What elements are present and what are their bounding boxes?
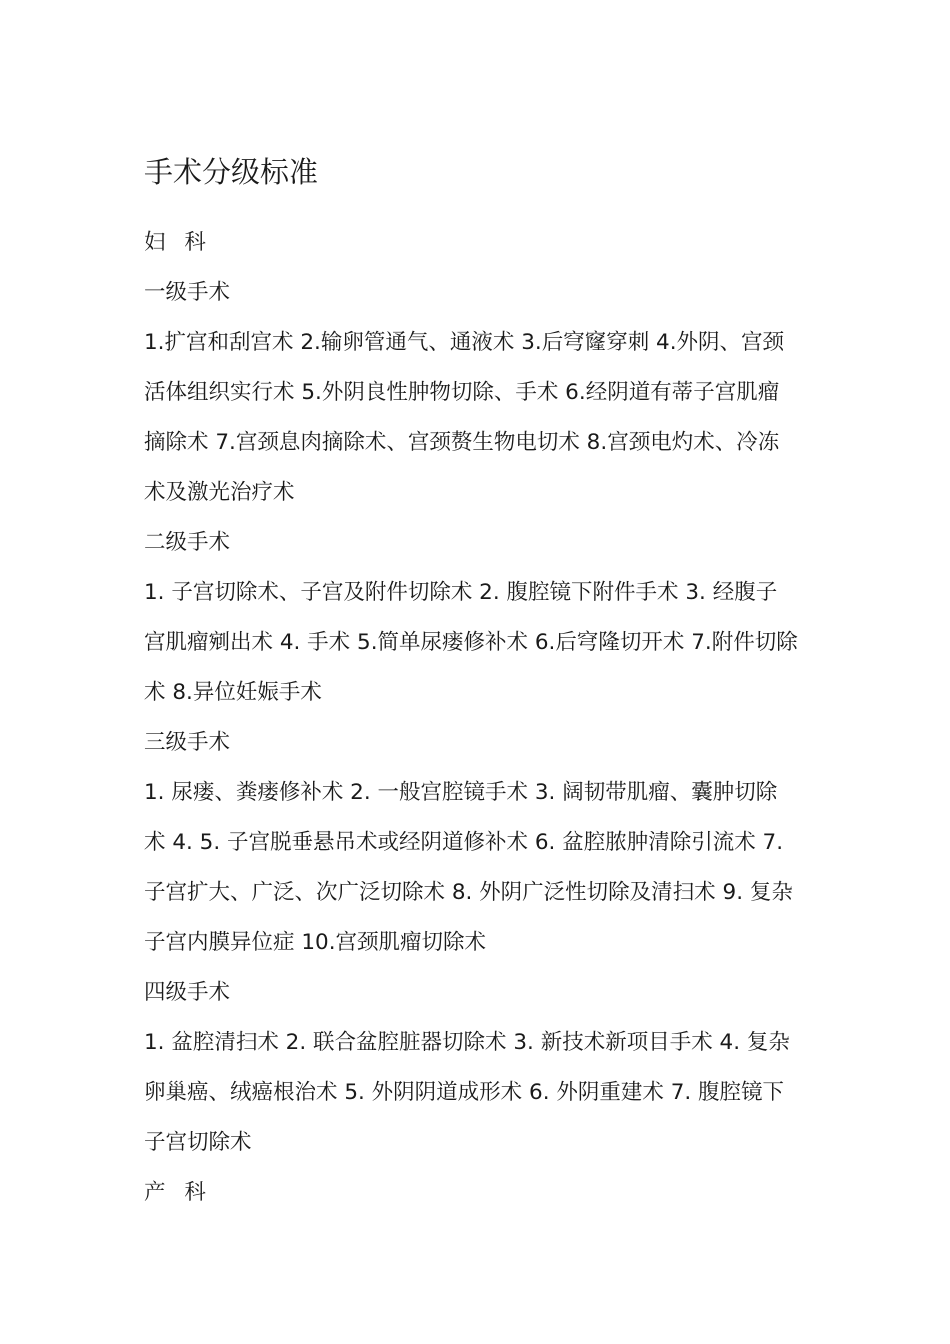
level3-text-line: 子宫扩大、广泛、次广泛切除术 8. 外阴广泛性切除及清扫术 9. 复杂 bbox=[144, 880, 793, 905]
level4-heading: 四级手术 bbox=[144, 980, 231, 1005]
level4-text-line: 子宫切除术 bbox=[144, 1130, 252, 1155]
level3-text-line: 子宫内膜异位症 10.宫颈肌瘤切除术 bbox=[144, 930, 487, 955]
level2-text-line: 1. 子宫切除术、子宫及附件切除术 2. 腹腔镜下附件手术 3. 经腹子 bbox=[144, 580, 778, 605]
level2-text-line: 术 8.异位妊娠手术 bbox=[144, 680, 322, 705]
level4-text-line: 卵巢癌、绒癌根治术 5. 外阴阴道成形术 6. 外阴重建术 7. 腹腔镜下 bbox=[144, 1080, 785, 1105]
level4-text-line: 1. 盆腔清扫术 2. 联合盆腔脏器切除术 3. 新技术新项目手术 4. 复杂 bbox=[144, 1030, 790, 1055]
level1-text-line: 1.扩宫和刮宫术 2.输卵管通气、通液术 3.后穹窿穿刺 4.外阴、宫颈 bbox=[144, 330, 785, 355]
level1-heading: 一级手术 bbox=[144, 280, 231, 305]
level3-text-line: 1. 尿瘘、粪瘘修补术 2. 一般宫腔镜手术 3. 阔韧带肌瘤、囊肿切除 bbox=[144, 780, 778, 805]
level1-text-line: 术及激光治疗术 bbox=[144, 480, 295, 505]
level4-section bbox=[144, 968, 814, 1168]
department-gynecology: 妇 科 bbox=[144, 230, 212, 255]
level2-section bbox=[144, 518, 814, 718]
level3-heading: 三级手术 bbox=[144, 730, 231, 755]
level2-text-line: 宫肌瘤剜出术 4. 手术 5.简单尿瘘修补术 6.后穹隆切开术 7.附件切除 bbox=[144, 630, 798, 655]
department-obstetrics: 产 科 bbox=[144, 1180, 212, 1205]
level1-section bbox=[144, 268, 814, 518]
level3-text-line: 术 4. 5. 子宫脱垂悬吊术或经阴道修补术 6. 盆腔脓肿清除引流术 7. bbox=[144, 830, 784, 855]
level1-text-line: 活体组织实行术 5.外阴良性肿物切除、手术 6.经阴道有蒂子宫肌瘤 bbox=[144, 380, 780, 405]
level3-section bbox=[144, 718, 814, 968]
document-title: 手术分级标准 bbox=[144, 155, 319, 189]
document-page bbox=[144, 150, 814, 1218]
level2-heading: 二级手术 bbox=[144, 530, 231, 555]
level1-text-line: 摘除术 7.宫颈息肉摘除术、宫颈赘生物电切术 8.宫颈电灼术、冷冻 bbox=[144, 430, 780, 455]
